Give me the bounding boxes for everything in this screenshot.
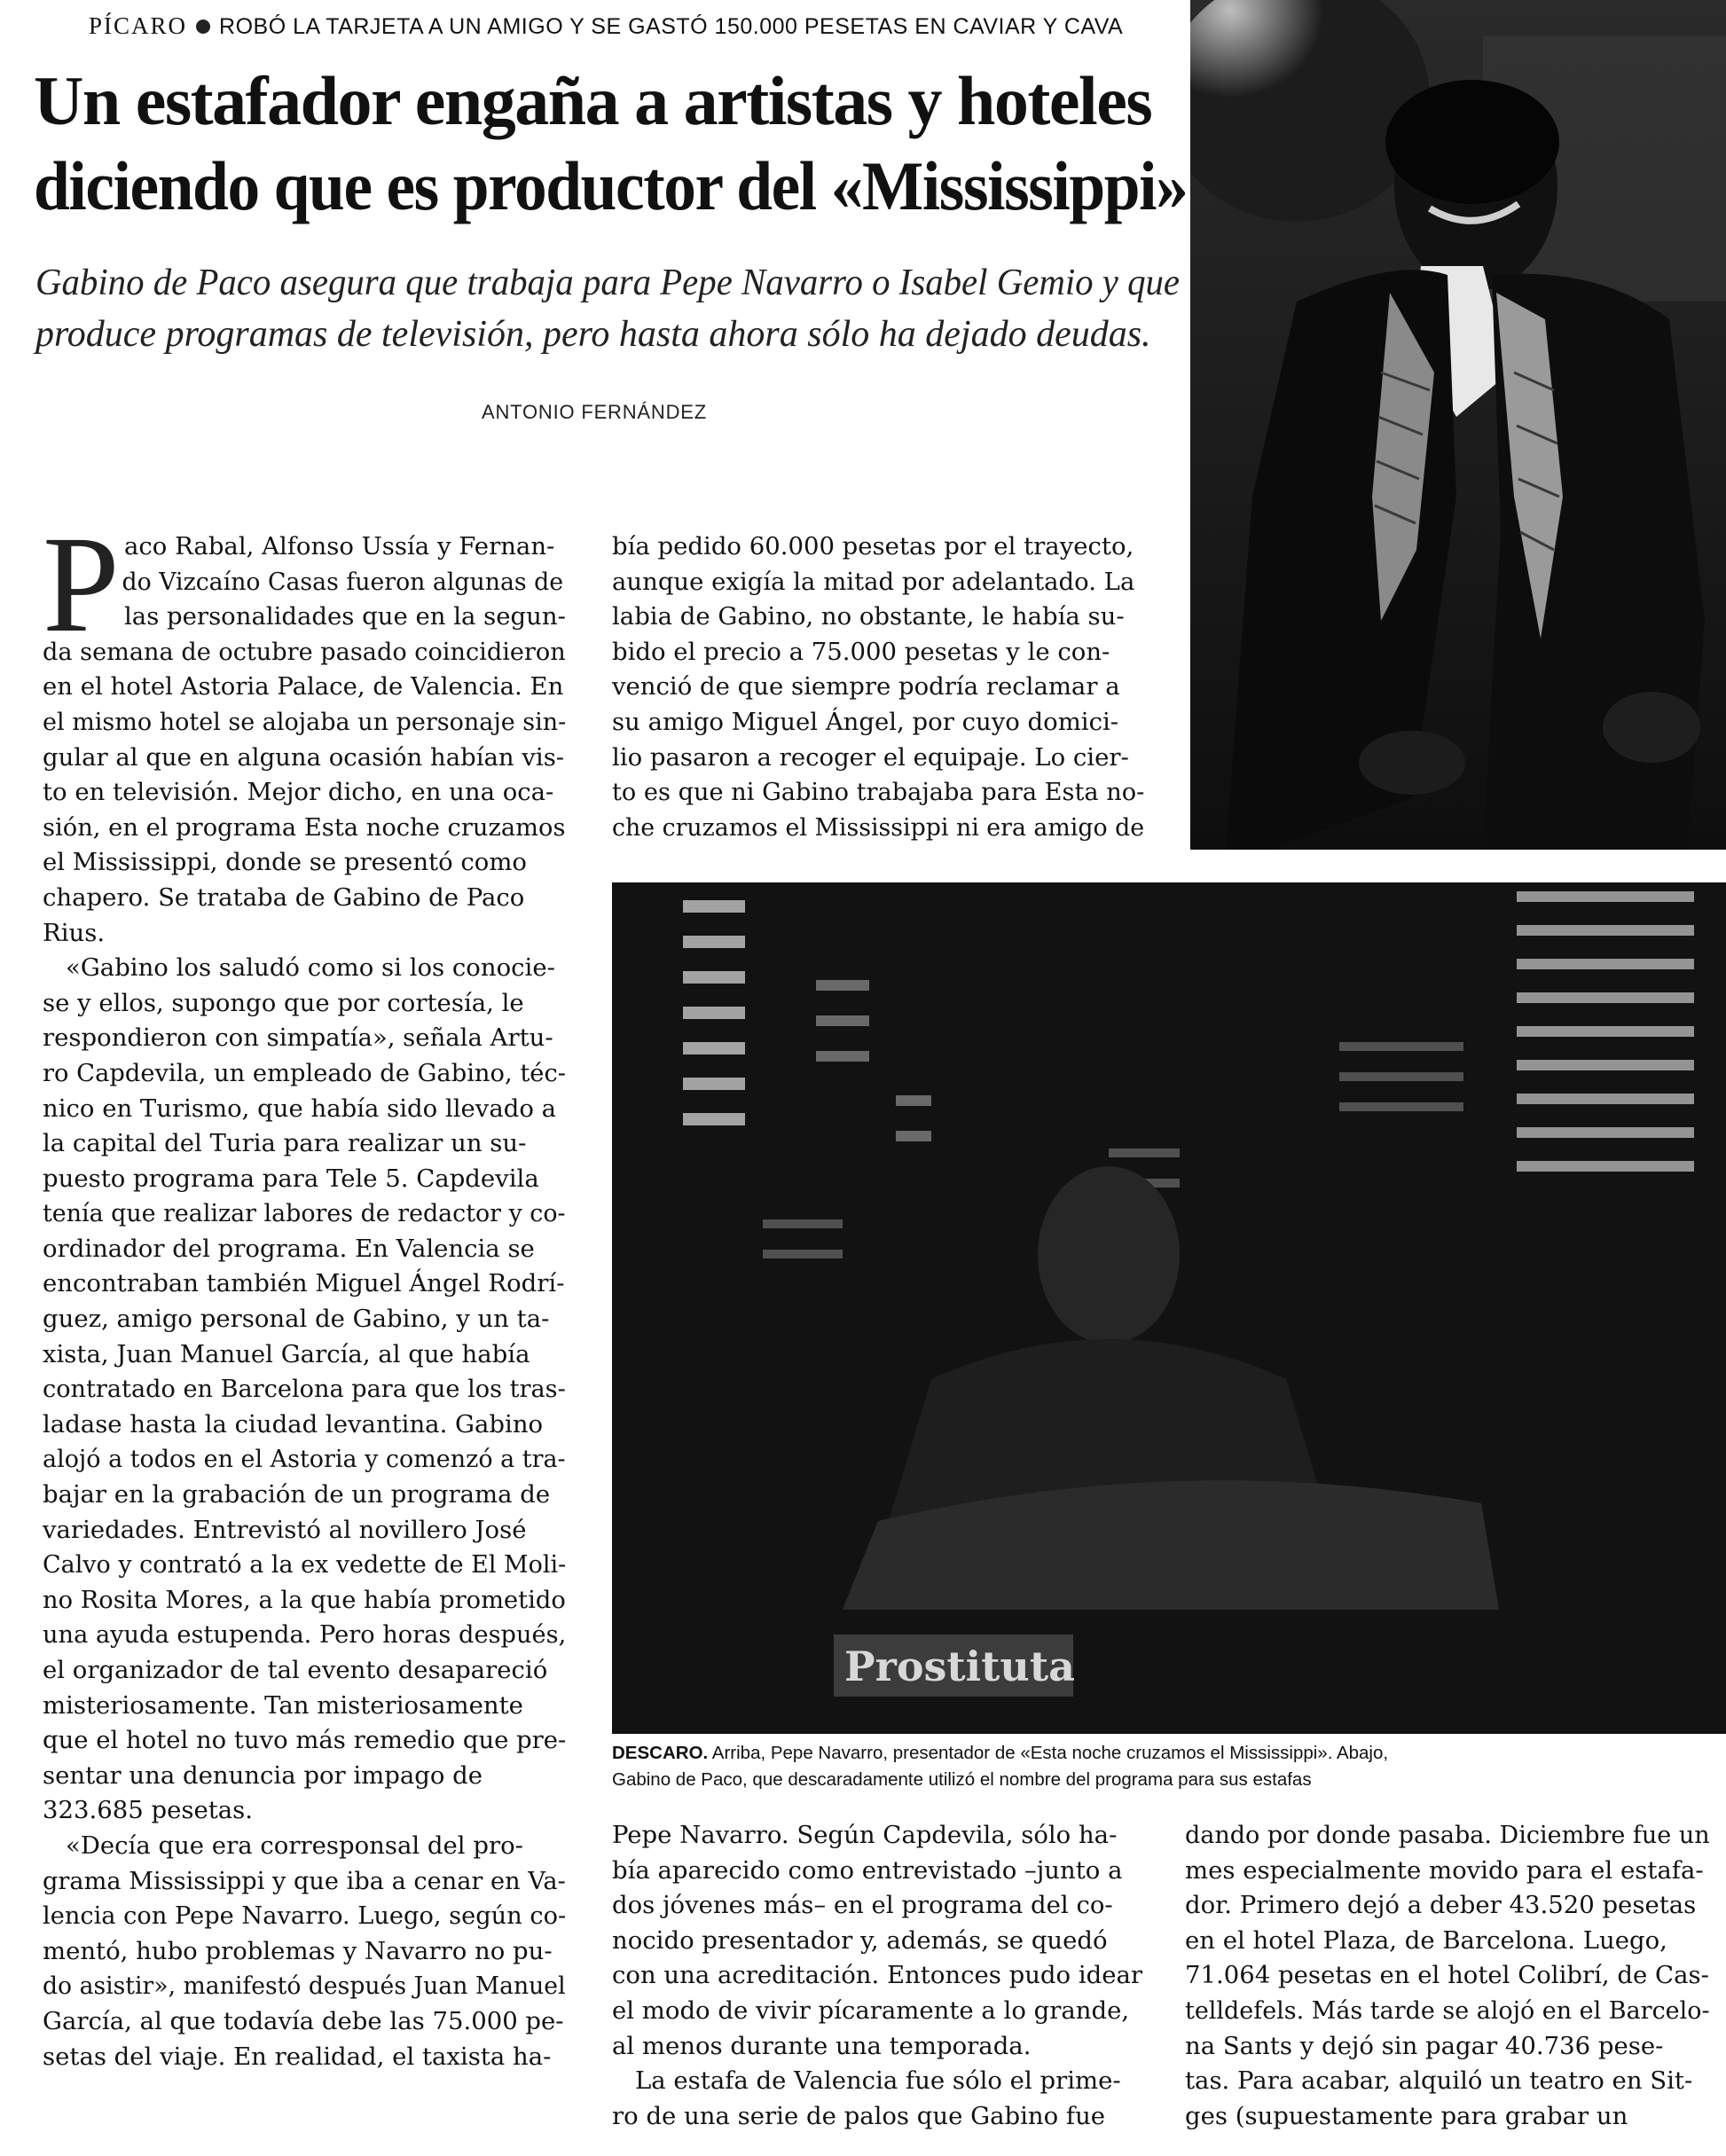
photo-caption	[612, 1740, 1726, 1793]
kicker-section: PÍCARO	[89, 12, 188, 39]
headline	[34, 59, 1187, 229]
photo-sign-text: Prostituta	[844, 1642, 1075, 1690]
article-line: to es que ni Gabino trabajaba para Esta no-	[612, 778, 1145, 807]
article-line: el mismo hotel se alojaba un personaje sin-	[43, 707, 567, 736]
article-line: do asistir», manifestó después Juan Manuel	[43, 1972, 566, 2001]
article-line: Rius.	[43, 918, 106, 947]
article-line: Calvo y contrató a la ex vedette de El Moli-	[43, 1550, 567, 1580]
article-line: ordinador del programa. En Valencia se	[43, 1234, 535, 1263]
photo-presenter-image	[1190, 0, 1726, 850]
article-line: bía pedido 60.000 pesetas por el trayecto,	[612, 532, 1134, 561]
subheadline	[35, 257, 1180, 360]
kicker	[89, 12, 1180, 48]
caption-text-1: Arriba, Pepe Navarro, presentador de «Esta noche cruzamos el Mississippi». Abajo,	[708, 1743, 1389, 1763]
article-column-3	[612, 1818, 1144, 2134]
article-line: xista, Juan Manuel García, al que había	[43, 1339, 530, 1368]
article-line: labia de Gabino, no obstante, le había su-	[612, 602, 1125, 631]
article-line: to en televisión. Mejor dicho, en una oca-	[43, 778, 554, 807]
article-line: el organizador de tal evento desapareció	[43, 1656, 548, 1684]
article-line: ro Capdevila, un empleado de Gabino, téc-	[43, 1058, 567, 1087]
article-line: con una acreditación. Entonces pudo idear	[612, 1961, 1143, 1990]
article-line: respondieron con simpatía», señala Artu-	[43, 1023, 553, 1053]
photo-presenter	[1190, 0, 1726, 850]
article-line: 71.064 pesetas en el hotel Colibrí, de Cas-	[1185, 1961, 1709, 1990]
article-line: García, al que todavía debe las 75.000 pe-	[43, 2006, 564, 2035]
article-line: contratado en Barcelona para que los tras-	[43, 1375, 566, 1404]
article-line: bía aparecido como entrevistado –junto a	[612, 1855, 1123, 1885]
article-line: aco Rabal, Alfonso Ussía y Fernan-	[124, 532, 555, 561]
article-line: sentar una denuncia por impago de	[43, 1760, 483, 1790]
kicker-text: ROBÓ LA TARJETA A UN AMIGO Y SE GASTÓ 150.000 PESETAS EN CAVIAR Y CAVA	[219, 14, 1124, 39]
article-line: bido el precio a 75.000 pesetas y le con-	[612, 637, 1110, 666]
article-line: venció de que siempre podría reclamar a	[612, 672, 1120, 702]
article-line: aunque exigía la mitad por adelantado. La	[612, 567, 1135, 596]
photo-scene-image	[612, 882, 1726, 1734]
article-line: gular al que en alguna ocasión habían vis-	[43, 742, 565, 772]
article-line: en el hotel Plaza, de Barcelona. Luego,	[1185, 1925, 1667, 1955]
article-line: ges (supuestamente para grabar un	[1185, 2101, 1628, 2130]
article-line: grama Mississippi y que iba a cenar en Va-	[43, 1866, 566, 1895]
article-column-4	[1185, 1818, 1710, 2134]
headline-line: diciendo que es productor del «Mississippi»	[34, 147, 1188, 224]
article-column-2	[612, 529, 1144, 845]
article-line: encontraban también Miguel Ángel Rodrí-	[43, 1269, 565, 1298]
article-line: bajar en la grabación de un programa de	[43, 1480, 551, 1509]
article-line: nocido presentador y, además, se quedó	[612, 1925, 1108, 1955]
article-line: guez, amigo personal de Gabino, y un ta-	[43, 1305, 550, 1334]
article-line: no Rosita Mores, a la que había prometido	[43, 1585, 566, 1614]
article-line: na Sants y dejó sin pagar 40.736 pese-	[1185, 2031, 1664, 2060]
article-line: setas del viaje. En realidad, el taxista ha-	[43, 2042, 552, 2071]
article-line: chapero. Se trataba de Gabino de Paco	[43, 882, 525, 912]
caption-line-1	[612, 1740, 1726, 1767]
article-line: alojó a todos en el Astoria y comenzó a tra-	[43, 1445, 566, 1474]
article-line: telldefels. Más tarde se alojó en el Barcelo-	[1185, 1995, 1710, 2025]
article-line: 323.685 pesetas.	[43, 1796, 254, 1825]
article-line: el Mississippi, donde se presentó como	[43, 848, 527, 877]
subheadline-line: produce programas de televisión, pero hasta ahora sólo ha dejado deudas.	[35, 314, 1151, 355]
article-line: dos jóvenes más– en el programa del co-	[612, 1891, 1113, 1920]
article-line: da semana de octubre pasado coincidieron	[43, 637, 566, 666]
article-line: mentó, hubo problemas y Navarro no pu-	[43, 1936, 553, 1965]
article-line: La estafa de Valencia fue sólo el prime-	[635, 2066, 1121, 2096]
article-column-1	[43, 507, 567, 2074]
bullet-icon	[196, 20, 210, 34]
article-line: Pepe Navarro. Según Capdevila, sólo ha-	[612, 1821, 1118, 1849]
article-line: che cruzamos el Mississippi ni era amigo de	[612, 812, 1145, 842]
article-line: la capital del Turia para realizar un su-	[43, 1129, 527, 1158]
article-line: ladase hasta la ciudad levantina. Gabino	[43, 1409, 544, 1439]
article-line: tenía que realizar labores de redactor y co-	[43, 1199, 566, 1228]
article-line: sión, en el programa Esta noche cruzamos	[43, 812, 566, 842]
article-line: mes especialmente movido para el estafa-	[1185, 1855, 1704, 1885]
article-line: al menos durante una temporada.	[612, 2031, 1032, 2060]
article-line: «Decía que era corresponsal del pro-	[66, 1831, 523, 1860]
article-line: dor. Primero dejó a deber 43.520 pesetas	[1185, 1891, 1697, 1920]
article-line: puesto programa para Tele 5. Capdevila	[43, 1164, 539, 1193]
caption-label: DESCARO.	[612, 1743, 709, 1763]
article-line: variedades. Entrevistó al novillero José	[43, 1515, 527, 1544]
article-line: lencia con Pepe Navarro. Luego, según co-	[43, 1901, 567, 1931]
article-line: se y ellos, supongo que por cortesía, le	[43, 988, 524, 1017]
article-line: en el hotel Astoria Palace, de Valencia. En	[43, 672, 564, 702]
article-line: misteriosamente. Tan misteriosamente	[43, 1690, 523, 1720]
headline-line: Un estafador engaña a artistas y hoteles	[34, 62, 1152, 139]
article-line: do Vizcaíno Casas fueron algunas de	[122, 567, 564, 596]
subheadline-line: Gabino de Paco asegura que trabaja para Pepe Navarro o Isabel Gemio y que	[35, 263, 1181, 303]
article-line: tas. Para acabar, alquiló un teatro en Sit-	[1185, 2066, 1693, 2096]
article-line: su amigo Miguel Ángel, por cuyo domici-	[612, 707, 1119, 736]
article-line: una ayuda estupenda. Pero horas después,	[43, 1620, 567, 1650]
byline: ANTONIO FERNÁNDEZ	[482, 401, 707, 423]
drop-cap: P	[43, 507, 120, 661]
article-line: las personalidades que en la segun-	[124, 602, 566, 631]
article-line: lio pasaron a recoger el equipaje. Lo cier-	[612, 742, 1129, 772]
photo-scene	[612, 882, 1726, 1734]
article-line: dando por donde pasaba. Diciembre fue un	[1185, 1821, 1710, 1849]
article-line: nico en Turismo, que había sido llevado a	[43, 1094, 557, 1123]
caption-line-2: Gabino de Paco, que descaradamente utilizó el nombre del programa para sus estafas	[612, 1769, 1312, 1790]
article-line: el modo de vivir pícaramente a lo grande,	[612, 1995, 1130, 2025]
article-line: «Gabino los saludó como si los conocie-	[66, 953, 555, 983]
article-line: ro de una serie de palos que Gabino fue	[612, 2101, 1106, 2130]
article-line: que el hotel no tuvo más remedio que pre-	[43, 1726, 567, 1755]
